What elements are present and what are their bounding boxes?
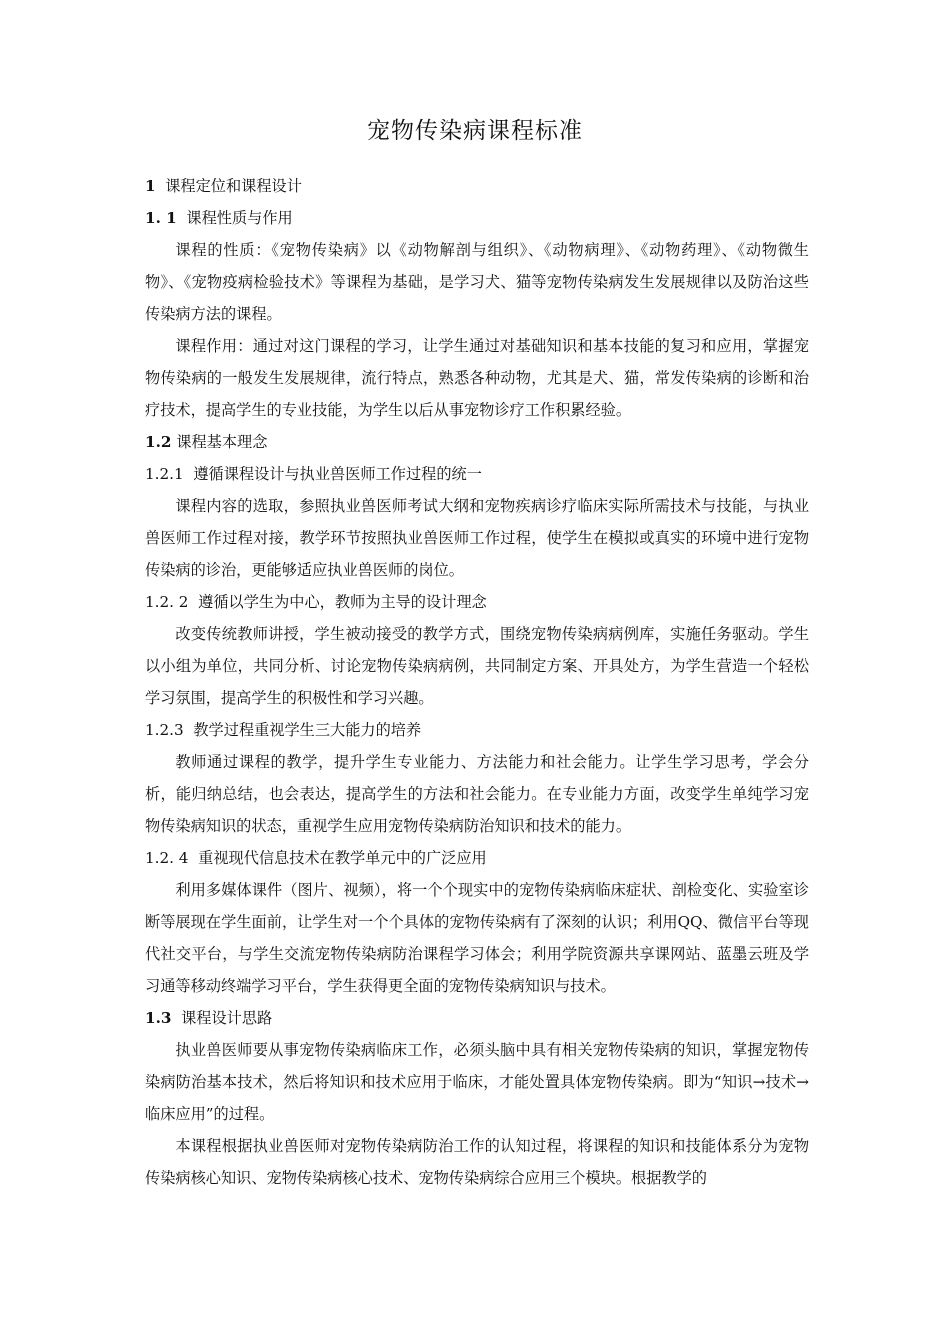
heading-1-1 xyxy=(145,202,809,234)
paragraph-1-3-a: 执业兽医师要从事宠物传染病临床工作，必须头脑中具有相关宠物传染病的知识，掌握宠物传染病防治基本技术，然后将知识和技术应用于临床，才能处置具体宠物传染病。即为“知识→技术→临床应用”的过程。 xyxy=(145,1041,809,1123)
heading-number: 1.2.1 xyxy=(145,465,184,483)
paragraph-1-3-b: 本课程根据执业兽医师对宠物传染病防治工作的认知过程，将课程的知识和技能体系分为宠物传染病核心知识、宠物传染病核心技术、宠物传染病综合应用三个模块。根据教学的 xyxy=(145,1137,809,1187)
heading-text: 课程设计思路 xyxy=(181,1009,273,1027)
heading-number: 1. 1 xyxy=(145,209,177,227)
heading-1-2-4 xyxy=(145,842,809,874)
heading-text: 重视现代信息技术在教学单元中的广泛应用 xyxy=(198,849,487,867)
heading-number: 1.2. 2 xyxy=(145,593,189,611)
heading-text: 遵循以学生为中心，教师为主导的设计理念 xyxy=(198,593,487,611)
heading-1-2-3 xyxy=(145,714,809,746)
paragraph-1-2-4: 利用多媒体课件（图片、视频），将一个个现实中的宠物传染病临床症状、剖检变化、实验室诊断等展现在学生面前，让学生对一个个具体的宠物传染病有了深刻的认识；利用QQ、微信平台等现代社交平台，与学生交流宠物传染病防治课程学习体会；利用学院资源共享课网站、蓝墨云班及学习通等移动终端学习平台，学生获得更全面的宠物传染病知识与技术。 xyxy=(145,881,809,995)
paragraph-1-2-1: 课程内容的选取，参照执业兽医师考试大纲和宠物疾病诊疗临床实际所需技术与技能，与执业兽医师工作过程对接，教学环节按照执业兽医师工作过程，使学生在模拟或真实的环境中进行宠物传染病的诊治，更能够适应执业兽医师的岗位。 xyxy=(145,497,809,579)
paragraph-1-2-2: 改变传统教师讲授，学生被动接受的教学方式，围绕宠物传染病病例库，实施任务驱动。学生以小组为单位，共同分析、讨论宠物传染病病例，共同制定方案、开具处方，为学生营造一个轻松学习氛围，提高学生的积极性和学习兴趣。 xyxy=(145,625,809,707)
heading-number: 1 xyxy=(145,177,156,195)
heading-number: 1.2 xyxy=(145,433,172,451)
heading-text: 课程性质与作用 xyxy=(186,209,293,227)
heading-1 xyxy=(145,170,809,202)
heading-number: 1.2.3 xyxy=(145,721,184,739)
heading-1-2-1 xyxy=(145,458,809,490)
heading-text: 教学过程重视学生三大能力的培养 xyxy=(193,721,422,739)
heading-text: 课程基本理念 xyxy=(176,433,268,451)
heading-text: 课程定位和课程设计 xyxy=(165,177,302,195)
heading-text: 遵循课程设计与执业兽医师工作过程的统一 xyxy=(193,465,482,483)
document-title: 宠物传染病课程标准 xyxy=(367,118,583,144)
paragraph-course-role: 课程作用：通过对这门课程的学习，让学生通过对基础知识和基本技能的复习和应用，掌握宠物传染病的一般发生发展规律，流行特点，熟悉各种动物，尤其是犬、猫，常发传染病的诊断和治疗技术，提高学生的专业技能，为学生以后从事宠物诊疗工作积累经验。 xyxy=(145,337,809,419)
paragraph-1-2-3: 教师通过课程的教学，提升学生专业能力、方法能力和社会能力。让学生学习思考，学会分析，能归纳总结，也会表达，提高学生的方法和社会能力。在专业能力方面，改变学生单纯学习宠物传染病知识的状态，重视学生应用宠物传染病防治知识和技术的能力。 xyxy=(145,753,809,835)
heading-number: 1.2. 4 xyxy=(145,849,189,867)
heading-1-2-2 xyxy=(145,586,809,618)
document-body xyxy=(145,170,809,1194)
heading-1-2 xyxy=(145,426,809,458)
heading-1-3 xyxy=(145,1002,809,1034)
heading-number: 1.3 xyxy=(145,1009,172,1027)
paragraph-course-nature: 课程的性质：《宠物传染病》以《动物解剖与组织》、《动物病理》、《动物药理》、《动物微生物》、《宠物疫病检验技术》等课程为基础，是学习犬、猫等宠物传染病发生发展规律以及防治这些传染病方法的课程。 xyxy=(145,241,809,323)
